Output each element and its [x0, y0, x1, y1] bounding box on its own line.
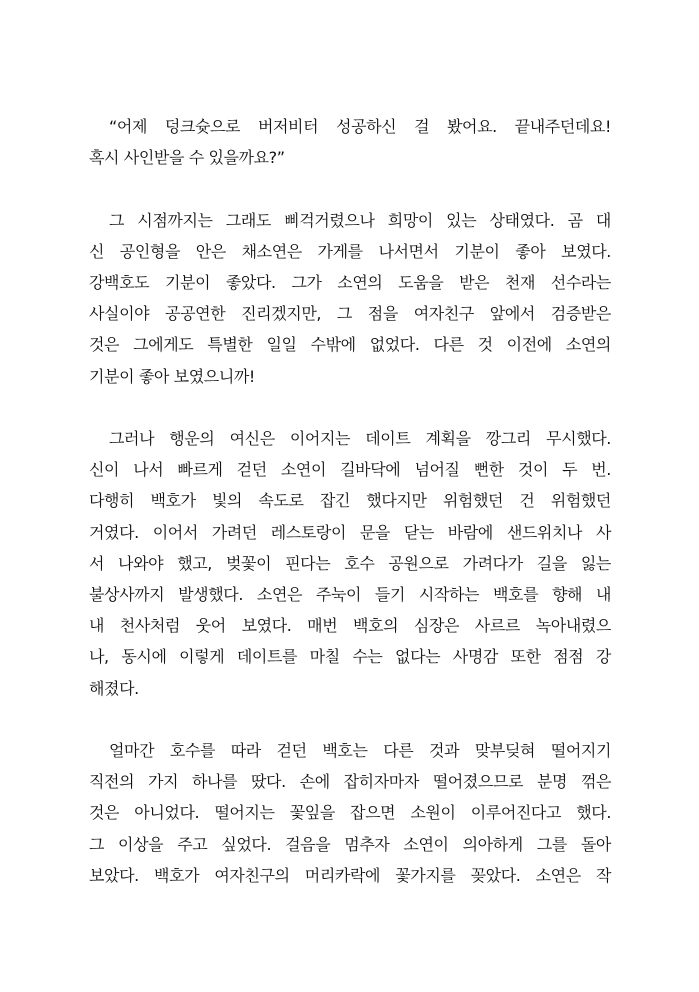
paragraph-1 — [89, 111, 611, 173]
text-line: 해졌다. — [89, 678, 139, 698]
text-line: 신이 나서 빠르게 걷던 소연이 길바닥에 넘어질 뻔한 것이 두 번. — [89, 460, 611, 480]
paragraph-gap — [89, 704, 611, 735]
paragraph-2 — [89, 205, 611, 392]
text-line: 나, 동시에 이렇게 데이트를 마칠 수는 없다는 사명감 또한 점점 강 — [89, 647, 611, 667]
text-line: “어제 덩크슛으로 버저비터 성공하신 걸 봤어요. 끝내주던데요! — [109, 117, 611, 136]
text-line: 것은 아니었다. 떨어지는 꽃잎을 잡으면 소원이 이루어진다고 했다. — [89, 803, 611, 823]
text-line: 그러나 행운의 여신은 이어지는 데이트 계획을 깡그리 무시했다. — [109, 429, 611, 448]
text-line: 얼마간 호수를 따라 걷던 백호는 다른 것과 맞부딪혀 떨어지기 — [109, 741, 611, 761]
text-line: 서 나와야 했고, 벚꽃이 핀다는 호수 공원으로 가려다가 길을 잃는 — [89, 553, 611, 573]
text-line: 다행히 백호가 빛의 속도로 잡긴 했다지만 위험했던 건 위험했던 — [89, 491, 611, 511]
text-line: 강백호도 기분이 좋았다. 그가 소연의 도움을 받은 천재 선수라는 — [89, 273, 611, 292]
text-line: 그 이상을 주고 싶었다. 걸음을 멈추자 소연이 의아하게 그를 돌아 — [89, 834, 611, 854]
paragraph-gap — [89, 173, 611, 204]
paragraph-4 — [89, 735, 611, 891]
text-line: 사실이야 공공연한 진리겠지만, 그 점을 여자친구 앞에서 검증받은 — [89, 304, 611, 324]
text-line: 신 공인형을 안은 채소연은 가게를 나서면서 기분이 좋아 보였다. — [89, 241, 611, 261]
text-line: 혹시 사인받을 수 있을까요?” — [89, 148, 285, 168]
text-line: 보았다. 백호가 여자친구의 머리카락에 꽃가지를 꽂았다. 소연은 작 — [89, 865, 611, 885]
text-line: 기분이 좋아 보였으니까! — [89, 366, 255, 386]
text-line: 내 천사처럼 웃어 보였다. 매번 백호의 심장은 사르르 녹아내렸으 — [89, 616, 611, 636]
text-line: 그 시점까지는 그래도 삐걱거렸으나 희망이 있는 상태였다. 곰 대 — [109, 210, 611, 230]
text-line: 직전의 가지 하나를 땄다. 손에 잡히자마자 떨어졌으므로 분명 꺾은 — [89, 772, 611, 792]
text-line: 것은 그에게도 특별한 일일 수밖에 없었다. 다른 것 이전에 소연의 — [89, 335, 611, 355]
paragraph-3 — [89, 423, 611, 704]
text-line: 불상사까지 발생했다. 소연은 주눅이 들기 시작하는 백호를 향해 내 — [89, 585, 611, 605]
paragraph-gap — [89, 392, 611, 423]
text-line: 거였다. 이어서 가려던 레스토랑이 문을 닫는 바람에 샌드위치나 사 — [89, 522, 611, 542]
story-text — [89, 111, 611, 891]
